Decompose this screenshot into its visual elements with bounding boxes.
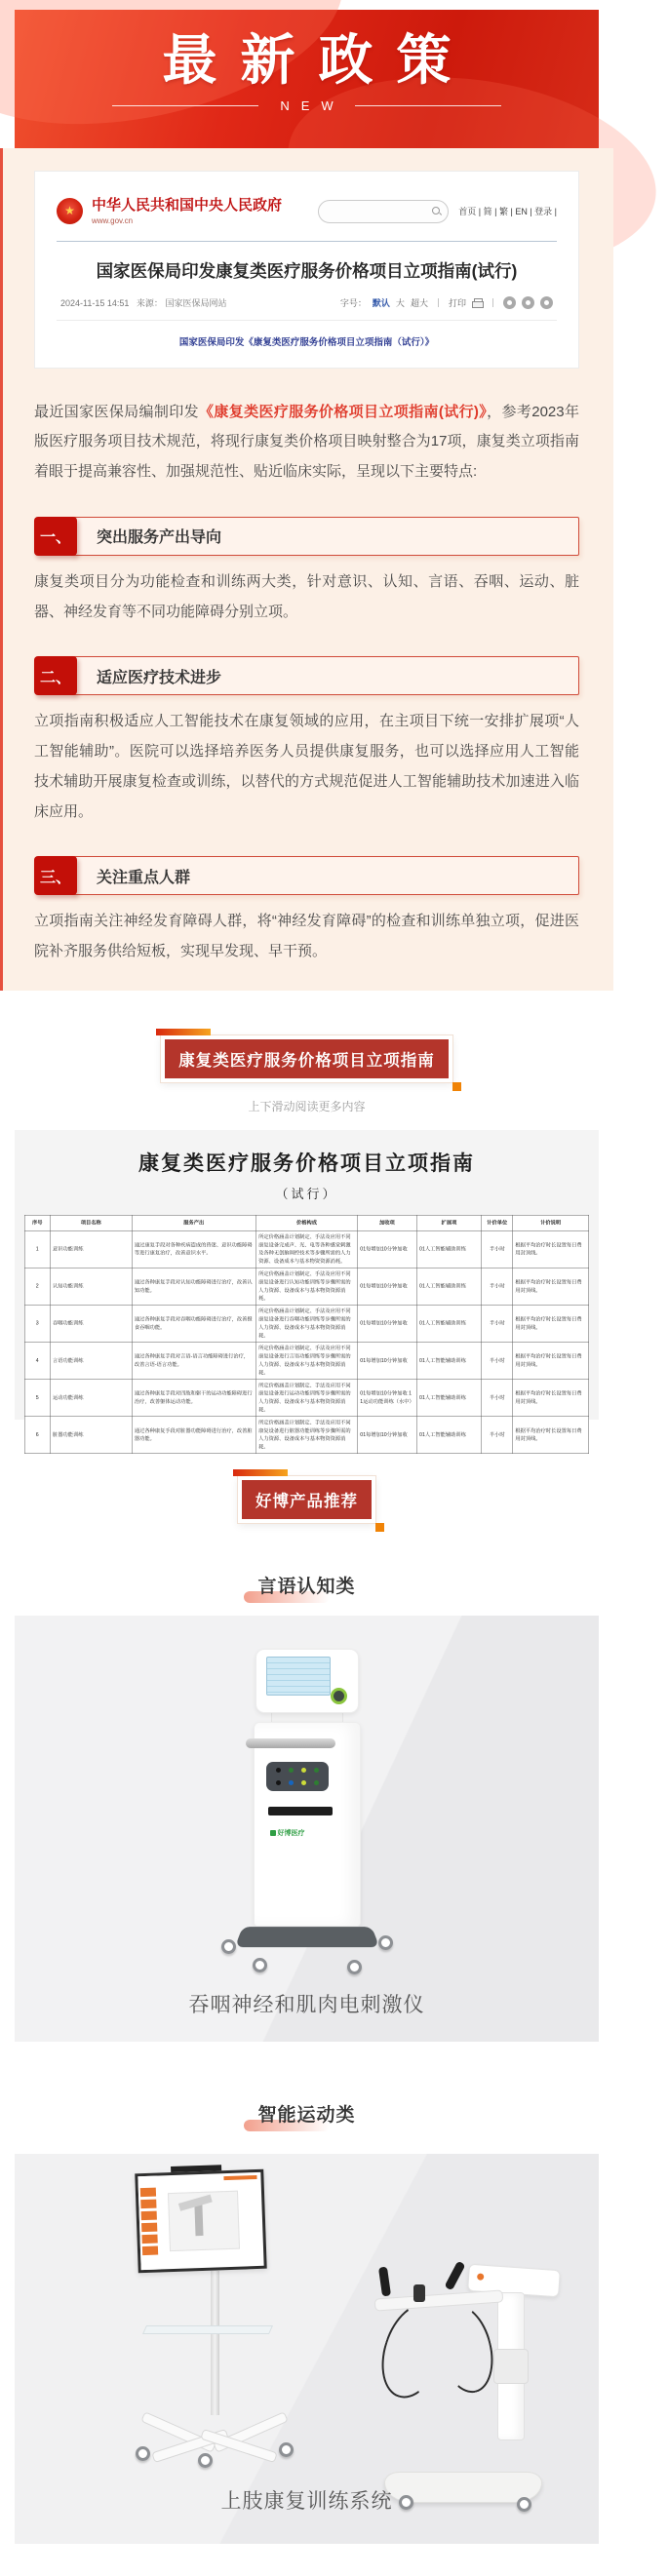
connector-dot (301, 1768, 306, 1773)
caster-wheel (253, 1958, 267, 1972)
table-cell: 半小时 (482, 1342, 513, 1379)
monitor-screen (135, 2169, 266, 2274)
table-cell: 01人工智能辅助训练 (416, 1379, 482, 1416)
device-illustration (195, 1649, 419, 1986)
cart-shelf (142, 2325, 273, 2334)
guide-table (24, 1215, 589, 1454)
table-cell: 半小时 (482, 1230, 513, 1268)
separator: ｜ (433, 297, 443, 308)
section-body-3: 立项指南关注神经发育障碍人群，将“神经发育障碍”的检查和训练单独立项，促进医院补齐服务供给短板，实现早发现、早干预。 (34, 913, 579, 960)
table-header-cell: 扩展项 (416, 1215, 482, 1230)
device-base (219, 1922, 395, 1972)
section-header-3 (34, 856, 579, 895)
caster-wheel (378, 1935, 393, 1950)
table-cell: 半小时 (482, 1305, 513, 1342)
screen-menu-item (142, 2245, 158, 2255)
section-title: 适应医疗技术进步 (72, 656, 579, 695)
table-cell: 01每增加10分钟加收 (358, 1416, 417, 1453)
monitor-pole (211, 2271, 219, 2415)
search-icon[interactable] (432, 207, 441, 215)
gov-article-meta (57, 296, 557, 318)
screen-menu-item (141, 2234, 157, 2244)
table-cell: 01每增加10分钟加收 (358, 1305, 417, 1342)
meta-right (340, 296, 553, 309)
table-cell: 01人工智能辅助训练 (416, 1416, 482, 1453)
table-row (24, 1268, 589, 1305)
table-cell: 吞咽功能训练 (50, 1305, 132, 1342)
robot-knob (413, 2284, 425, 2302)
divider-line (112, 105, 258, 106)
share-weibo-icon[interactable] (522, 296, 534, 309)
table-cell: 半小时 (482, 1268, 513, 1305)
table-cell: 01每增加10分钟加收 11运动功能训练（水中） (358, 1379, 417, 1416)
stamp-corner-square (452, 1082, 461, 1091)
table-header-cell: 服务产出 (132, 1215, 255, 1230)
brand-logo-icon (270, 1830, 276, 1836)
table-cell: 01每增加10分钟加收 (358, 1230, 417, 1268)
table-header-cell: 项目名称 (50, 1215, 132, 1230)
connector-dot (289, 1780, 294, 1785)
robot-joint (493, 2349, 529, 2384)
stamp-accent-bar (233, 1469, 288, 1476)
product-caption-1: 吞咽神经和肌肉电刺激仪 (188, 1993, 425, 2016)
print-label[interactable]: 打印 (448, 297, 466, 308)
table-cell: 通过各种康复手段对言语-语言功能障碍进行治疗，改善言语-语言功能。 (132, 1342, 255, 1379)
table-cell: 根据平均治疗时长设置每日费用封顶线。 (513, 1416, 589, 1453)
device-body (254, 1722, 361, 1927)
device-connector-panel (266, 1762, 329, 1791)
brand-logo-text: 好博医疗 (277, 1829, 305, 1837)
caster-wheel (221, 1939, 236, 1954)
connector-dot (289, 1768, 294, 1773)
table-subtitle: （试行） (275, 1186, 338, 1201)
bottom-spacer (0, 2544, 613, 2576)
policy-banner (15, 10, 599, 148)
intro-suffix: ，参考2023年版医疗服务项目技术规范，将现行康复类价格项目映射整合为17项，康复类立项指南着眼于提高兼容性、加强规范性、贴近临床实际，呈现以下主要特点: (34, 403, 579, 481)
category-heading-1 (0, 1572, 613, 1598)
banner-subtitle: NEW (280, 98, 345, 114)
divider-line (355, 105, 501, 106)
device-base-plate (234, 1927, 378, 1947)
font-size-label: 字号： (339, 297, 367, 308)
guide-table-scroll-area[interactable] (15, 1130, 599, 1450)
stamp-accent-bar (156, 1029, 211, 1035)
separator: ｜ (488, 297, 497, 308)
section-number-badge: 三、 (34, 856, 77, 895)
intro-prefix: 最近国家医保局编制印发 (34, 403, 200, 420)
banner-subtitle-row (15, 98, 599, 113)
table-title: 康复类医疗服务价格项目立项指南 (138, 1151, 475, 1175)
gov-identity (92, 197, 282, 225)
guide-title-label: 康复类医疗服务价格项目立项指南 (161, 1035, 452, 1082)
table-cell: 01每增加10分钟加收 (358, 1342, 417, 1379)
table-cell: 根据平均治疗时长设置每日费用封顶线。 (513, 1305, 589, 1342)
brand-logo (270, 1828, 305, 1838)
device-handle (246, 1738, 335, 1748)
gov-site-name: 中华人民共和国中央人民政府 (92, 197, 283, 214)
table-cell: 通过各种康复手段对脏器功能障碍进行治疗，改善脏器功能。 (132, 1416, 255, 1453)
table-cell: 言语功能训练 (50, 1342, 132, 1379)
publish-date: 2024-11-15 14:51 (60, 297, 130, 308)
hand-grip (444, 2261, 465, 2291)
screen-device-preview (168, 2191, 240, 2251)
cart-legs (141, 2409, 288, 2464)
connector-dot (314, 1780, 319, 1785)
caster-wheel (347, 1960, 362, 1974)
article-panel (0, 148, 613, 991)
font-size-large[interactable]: 大 (395, 297, 405, 308)
robot-crossbar (374, 2289, 504, 2311)
table-cell: 运动功能训练 (50, 1379, 132, 1416)
table-cell: 2 (24, 1268, 50, 1305)
section-body-1: 康复类项目分为功能检查和训练两大类，针对意识、认知、言语、吞咽、运动、脏器、神经发育等不同功能障碍分别立项。 (34, 572, 579, 620)
section-number-badge: 二、 (34, 656, 77, 695)
guide-title-stamp (161, 1035, 452, 1082)
screen-menu-item (140, 2199, 156, 2208)
table-cell: 4 (24, 1342, 50, 1379)
gov-header-right (318, 200, 557, 223)
table-cell: 01每增加10分钟加收 (358, 1268, 417, 1305)
table-cell: 01人工智能辅助训练 (416, 1342, 482, 1379)
table-cell: 根据平均治疗时长设置每日费用封顶线。 (513, 1230, 589, 1268)
table-cell: 01人工智能辅助训练 (416, 1230, 482, 1268)
table-row (24, 1305, 589, 1342)
device-knob (331, 1688, 347, 1704)
connector-dot (276, 1768, 281, 1773)
table-cell: 脏器功能训练 (50, 1416, 132, 1453)
product-recommend-stamp (238, 1476, 375, 1523)
printer-icon[interactable] (472, 298, 483, 307)
device-screen (266, 1657, 331, 1696)
hand-grip (378, 2266, 391, 2296)
monitor-camera-bar (171, 2165, 221, 2172)
table-cell: 1 (24, 1230, 50, 1268)
category-name: 言语认知类 (257, 1572, 355, 1598)
table-row (24, 1230, 589, 1268)
product-caption-2: 上肢康复训练系统 (220, 2489, 393, 2513)
table-cell: 根据平均治疗时长设置每日费用封顶线。 (513, 1342, 589, 1379)
share-wechat-icon[interactable] (503, 296, 516, 309)
brand-dot-icon (477, 2273, 484, 2280)
table-cell: 所定价格涵盖计划制定、手法及应用不同康复设备进行认知功能训练等步骤所需的人力资源、设备成本与基本物资资源消耗。 (255, 1268, 357, 1305)
table-cell: 6 (24, 1416, 50, 1453)
screen-title-bar (223, 2175, 256, 2180)
table-cell: 所定价格涵盖计划制定、手法及应用不同康复设备完成声、光、电等各种感觉刺激及各种无创脑调控技术等步骤所需的人力资源、设备成本与基本物资资源消耗。 (255, 1230, 357, 1268)
device-control-head (255, 1649, 359, 1713)
screen-menu-item (141, 2210, 157, 2220)
table-row (24, 1416, 589, 1453)
intro-paragraph (34, 398, 579, 488)
table-cell: 半小时 (482, 1416, 513, 1453)
table-cell: 半小时 (482, 1379, 513, 1416)
product-image-1 (15, 1616, 599, 2042)
connector-dot (276, 1780, 281, 1785)
product-recommend-label: 好博产品推荐 (238, 1476, 375, 1523)
section-title: 关注重点人群 (72, 856, 579, 895)
table-cell: 通过康复手段对各种疾病造成的昏迷、意识功能障碍等进行康复治疗，改善意识水平。 (132, 1230, 255, 1268)
table-cell: 通过各种康复手段对认知功能障碍进行治疗，改善认知功能。 (132, 1268, 255, 1305)
table-row (24, 1342, 589, 1379)
national-emblem-icon: ★ (57, 198, 83, 224)
gov-article-title: 国家医保局印发康复类医疗服务价格项目立项指南(试行) (96, 261, 518, 281)
table-cell: 所定价格涵盖计划制定、手法及应用不同康复设备进行吞咽功能训练等步骤所需的人力资源、设备成本与基本物资资源消耗。 (255, 1305, 357, 1342)
screen-menu (138, 2175, 160, 2270)
table-cell: 通过各种康复手段对吞咽功能障碍进行治疗，改善摄食吞咽功能。 (132, 1305, 255, 1342)
table-cell: 3 (24, 1305, 50, 1342)
table-cell: 01人工智能辅助训练 (416, 1305, 482, 1342)
table-scale (24, 1215, 589, 1454)
robot-arm-illustration (367, 2259, 552, 2503)
screen-menu-item (141, 2222, 157, 2232)
category-name: 智能运动类 (257, 2100, 355, 2127)
caster-wheel (136, 2446, 150, 2461)
device-neck (271, 1713, 343, 1722)
table-cell: 根据平均治疗时长设置每日费用封顶线。 (513, 1268, 589, 1305)
scroll-hint: 上下滑动阅读更多内容 (248, 1099, 366, 1113)
table-header-cell: 加收项 (358, 1215, 417, 1230)
gov-website-screenshot (34, 171, 579, 369)
source-value: 国家医保局网站 (165, 297, 227, 308)
share-favorite-icon[interactable] (540, 296, 553, 309)
table-cell: 意识功能训练 (50, 1230, 132, 1268)
gov-site-url: www.gov.cn (92, 216, 134, 225)
font-size-xlarge[interactable]: 超大 (410, 297, 428, 308)
banner-title: 最新政策 (162, 29, 475, 91)
table-header-row (24, 1215, 589, 1230)
table-cell: 根据平均治疗时长设置每日费用封顶线。 (513, 1379, 589, 1416)
table-cell: 5 (24, 1379, 50, 1416)
guide-table-body (24, 1230, 589, 1454)
search-box[interactable] (318, 200, 449, 223)
gov-nav-links[interactable]: 首页 | 简 | 繁 | EN | 登录 | (458, 207, 557, 216)
table-cell: 所定价格涵盖计划制定、手法及应用不同康复设备进行脏器功能训练等步骤所需的人力资源、设备成本与基本物资资源消耗。 (255, 1416, 357, 1453)
caster-wheel (279, 2442, 294, 2457)
monitor-cart-illustration (137, 2171, 293, 2464)
connector-dot (301, 1780, 306, 1785)
table-cell: 01人工智能辅助训练 (416, 1268, 482, 1305)
table-cell: 通过各种康复手段对四肢和躯干的运动功能障碍进行治疗，改善躯体运动功能。 (132, 1379, 255, 1416)
section-number-badge: 一、 (34, 517, 77, 556)
intro-highlight: 《康复类医疗服务价格项目立项指南(试行)》 (199, 403, 488, 420)
table-cell: 所定价格涵盖计划制定、手法及应用不同康复设备进行运动功能训练等步骤所需的人力资源、设备成本与基本物资资源消耗。 (255, 1379, 357, 1416)
table-header-cell: 计价单位 (482, 1215, 513, 1230)
connector-dot (314, 1768, 319, 1773)
caster-wheel (198, 2453, 213, 2468)
document-link[interactable]: 国家医保局印发《康复类医疗服务价格项目立项指南（试行）》 (178, 336, 435, 348)
stamp-corner-square (375, 1523, 384, 1532)
table-cell: 认知功能训练 (50, 1268, 132, 1305)
meta-left (60, 296, 226, 309)
table-row (24, 1379, 589, 1416)
section-header-1 (34, 517, 579, 556)
gov-header (57, 197, 557, 225)
section-title: 突出服务产出导向 (72, 517, 579, 556)
search-input[interactable] (326, 206, 432, 217)
table-header-cell: 序号 (24, 1215, 50, 1230)
device-slot (268, 1807, 333, 1815)
font-size-default[interactable]: 默认 (372, 297, 390, 308)
screen-menu-item (140, 2187, 156, 2197)
section-header-2 (34, 656, 579, 695)
section-body-2: 立项指南积极适应人工智能技术在康复领域的应用，在主项目下统一安排扩展项“人工智能辅助”。医院可以选择培养医务人员提供康复服务，也可以选择应用人工智能技术辅助开展康复检查或训练，以替代的方式规范促进人工智能辅助技术加速进入临床应用。 (34, 713, 579, 820)
product-image-2 (15, 2154, 599, 2544)
table-cell: 所定价格涵盖计划制定、手法及应用不同康复设备进行言语功能训练等步骤所需的人力资源、设备成本与基本物资资源消耗。 (255, 1342, 357, 1379)
table-header-cell: 计价说明 (513, 1215, 589, 1230)
table-header-cell: 价格构成 (255, 1215, 357, 1230)
category-heading-2 (0, 2100, 613, 2127)
source-label: 来源： (136, 297, 163, 308)
